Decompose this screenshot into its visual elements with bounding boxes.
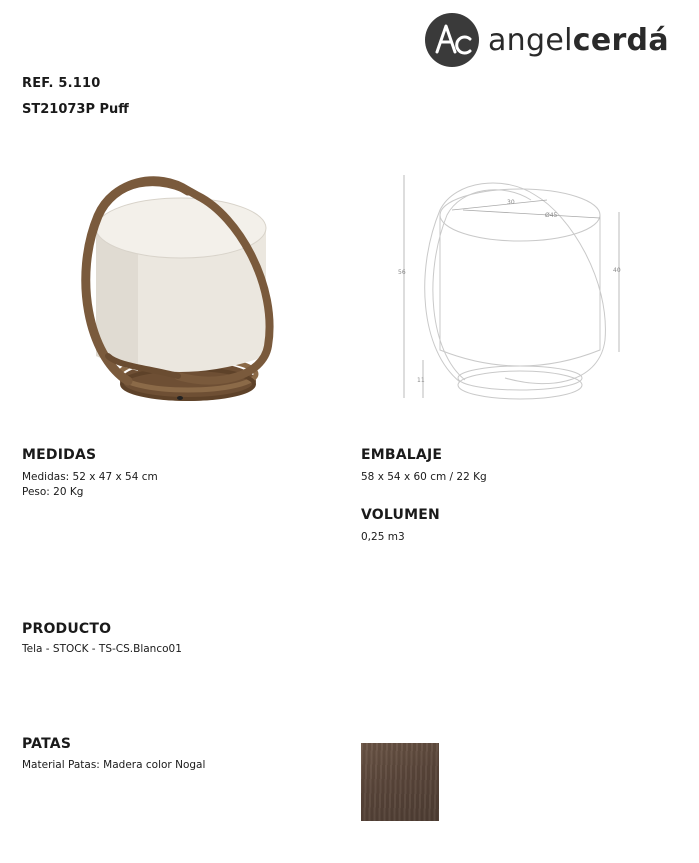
volumen-value: 0,25 m3	[361, 531, 405, 543]
dim-height-total: 56	[398, 269, 406, 276]
producto-value: Tela - STOCK - TS-CS.Blanco01	[22, 643, 182, 655]
dim-height-seat: 40	[613, 267, 621, 274]
embalaje-value: 58 x 54 x 60 cm / 22 Kg	[361, 471, 487, 483]
product-code: ST21073P Puff	[22, 102, 129, 117]
producto-heading: PRODUCTO	[22, 621, 112, 637]
patas-heading: PATAS	[22, 736, 72, 752]
brand-logo	[424, 12, 669, 68]
patas-value: Material Patas: Madera color Nogal	[22, 759, 206, 771]
medidas-weight: Peso: 20 Kg	[22, 486, 84, 498]
medidas-dimensions: Medidas: 52 x 47 x 54 cm	[22, 471, 158, 483]
product-photo	[78, 166, 288, 416]
wood-swatch	[361, 743, 439, 821]
brand-name: angelcerdá	[488, 22, 669, 58]
dimension-drawing	[395, 170, 635, 405]
dim-diameter: Ø45	[545, 212, 558, 219]
dim-handle: 30	[507, 199, 515, 206]
embalaje-heading: EMBALAJE	[361, 447, 443, 463]
logo-mark-icon	[424, 12, 480, 68]
dim-height-base: 11	[417, 377, 425, 384]
volumen-heading: VOLUMEN	[361, 507, 440, 523]
medidas-heading: MEDIDAS	[22, 447, 97, 463]
reference-number: REF. 5.110	[22, 76, 101, 91]
